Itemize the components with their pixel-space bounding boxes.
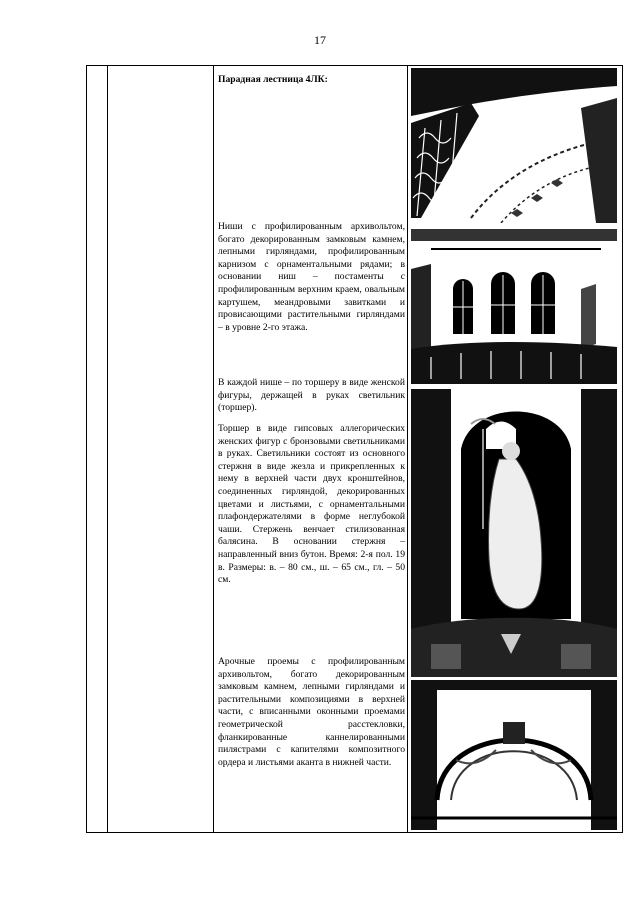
section-heading: Парадная лестница 4ЛК: [218, 74, 328, 85]
photo-arched-opening [411, 680, 617, 830]
description-torchere: Торшер в виде гипсовых аллегорических женских фигур с бронзовыми светильниками в руках. Светильники состоят из основного стержня в виде жезла и прикрепленных к нему в верхней части двух кронштейнов, соединенных гирляндой, декорированных цветами и листьями, с орнаментальными плафондержателями в форме неглубокой чаши. Стержень венчает стилизованная балясина. В основании стержня – направленный вниз бутон. Время: 2-я пол. 19 в. Размеры: в. – 80 см., ш. – 65 см., гл. – 50 см. [218, 423, 405, 586]
description-lamp-in-niche: В каждой нише – по торшеру в виде женской фигуры, держащей в руках светильник (торшер). [218, 377, 405, 414]
photo-hall-windows [411, 229, 617, 384]
inventory-table [86, 65, 623, 833]
column-divider [407, 66, 408, 832]
description-arched-openings: Арочные проемы с профилированным архивольтом, богато декорированным замковым камнем, лепными гирляндами и растительными композициями в верхней части, с вписанными оконными проемами геометрической расстекловки, фланкированные каннелированными пилястрами с капителями композитного ордера и листьями аканта в нижней части. [218, 656, 405, 768]
photo-torchere-statue [411, 389, 617, 677]
description-niches: Ниши с профилированным архивольтом, богато декорированным замковым камнем, лепными гирляндами, профилированным карнизом с орнаментальными рядами; в основании ниш – постаменты с профилированным верхним краем, овальным картушем, меандровыми завитками и провисающими растительными гирляндами – в уровне 2-го этажа. [218, 221, 405, 333]
photo-staircase [411, 68, 617, 223]
column-divider [213, 66, 214, 832]
page-number: 17 [314, 33, 326, 47]
column-divider [107, 66, 108, 832]
